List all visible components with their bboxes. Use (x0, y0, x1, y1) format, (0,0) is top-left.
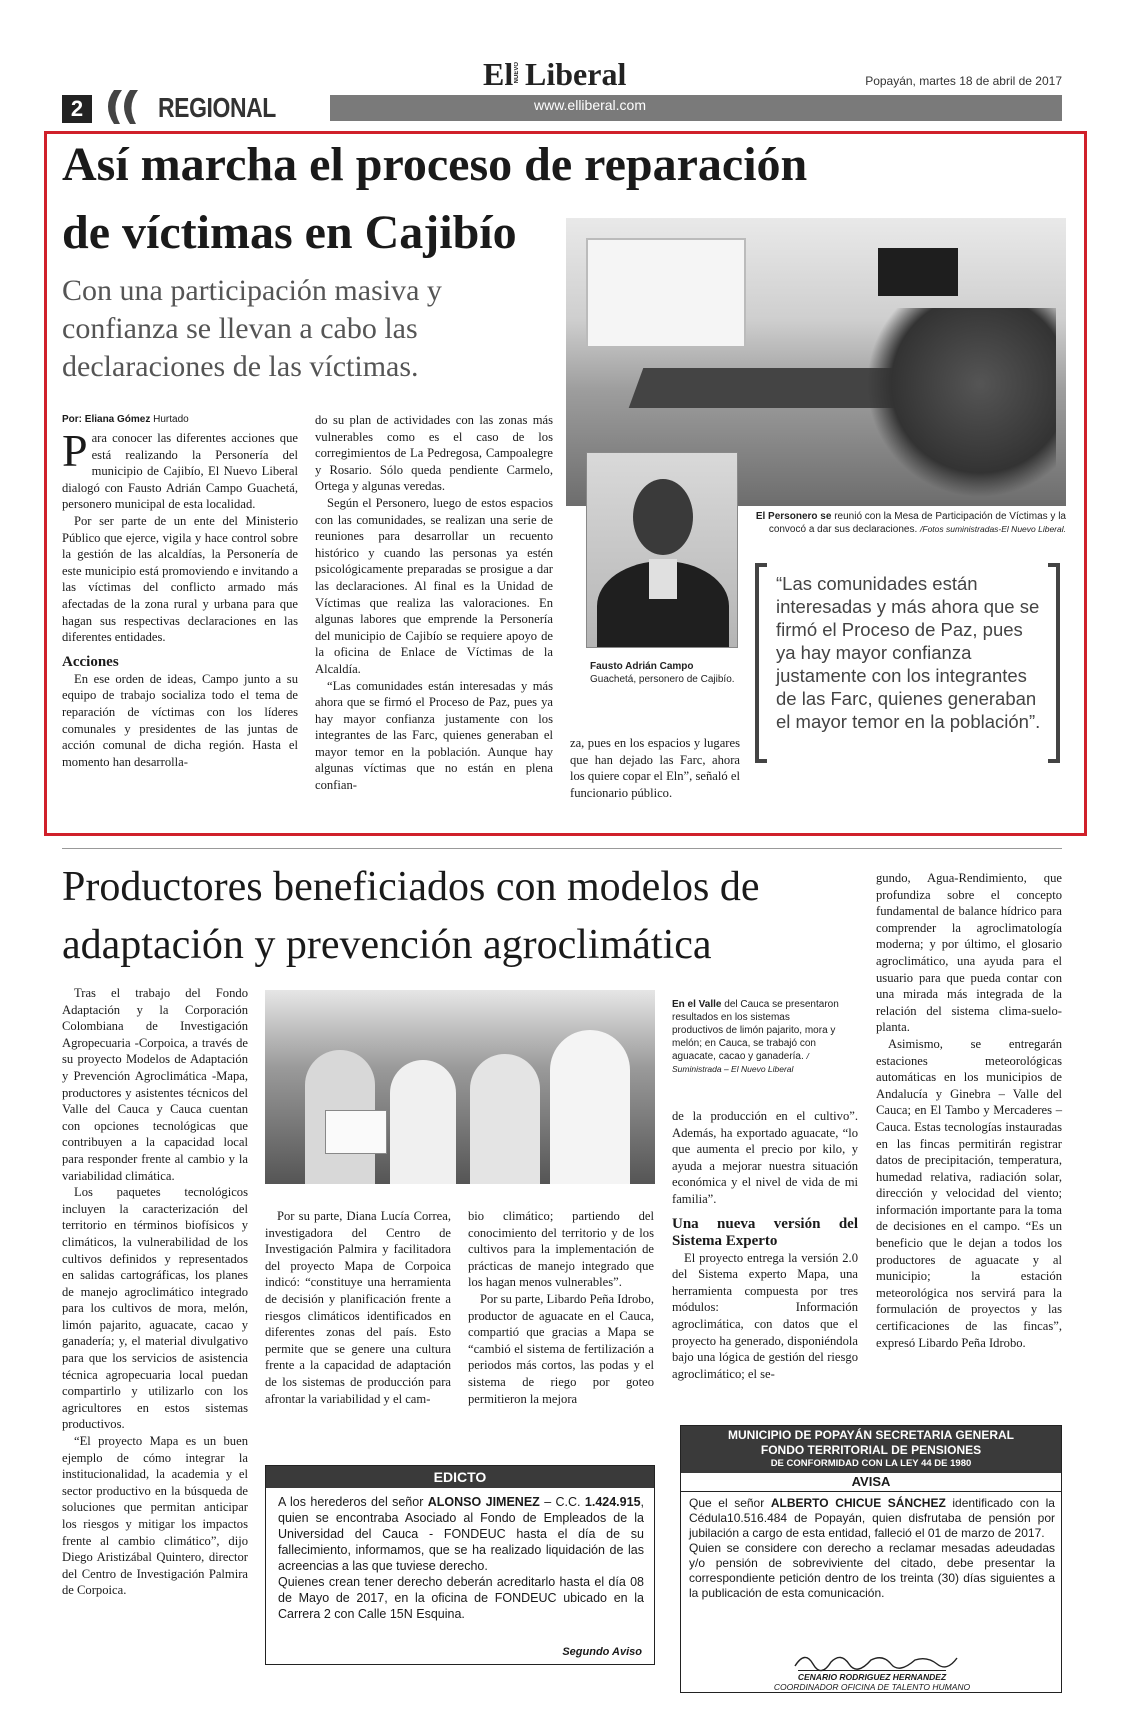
article1-col1-paragraph: En ese orden de ideas, Campo junto a su equipo de trabajo socializa todo el tema de reparación de víctimas con los líderes comunales y presidentes de las juntas de acción comunal de dicha región. Hasta el momento han desarrolla- (62, 671, 298, 769)
article1-col1-text1: ara conocer las diferentes acciones que está realizando la Personería del municipio de Cajibío, El Nuevo Liberal dialogó con Fausto Adrián Campo Guachetá, personero municipal de esta localidad. (62, 431, 298, 512)
logo-nuevo: NUEVO (514, 62, 520, 84)
article1-column-1 (62, 425, 298, 770)
pullquote-text: “Las comunidades están interesadas y más ahora que se firmó el Proceso de Paz, pues ya hay mayor confianza justamente con los integrantes de las Farc, quienes generaban el mayor temor en la población”. (776, 573, 1041, 732)
article2-col1-paragraph: Tras el trabajo del Fondo Adaptación y la Corporación Colombiana de Investigación Agropecuaria -Corpoica, a través de su proyecto Modelos de Adaptación y Prevención Agroclimática -Mapa, productores y asistentes técnicos del Valle del Cauca y Cauca cuentan con opciones tecnológicas que contribuyen a la capacidad local para responder frente al cambio y la variabilidad climática. (62, 986, 248, 1183)
avisa-header (681, 1426, 1061, 1473)
article2-col3-paragraph: Por su parte, Libardo Peña Idrobo, productor de aguacate en el Cauca, compartió que gracias a Mapa se “cambió el sistema de fertilización a periodos más cortos, las podas y el sistema de riego por goteo permitieron la mejora (468, 1291, 654, 1406)
photo-person-4 (550, 1030, 630, 1184)
producers-caption-text: del Cauca se presentaron resultados en los sistemas productivos de limón pajarito, mora y melón; en Cauca, se trabajó con aguacate, cacao y ganadería. (672, 999, 839, 1062)
article1-subhead: Acciones (62, 653, 119, 670)
article2-column-4 (672, 1108, 858, 1382)
portrait-caption (590, 660, 738, 686)
issue-date: Popayán, martes 18 de abril de 2017 (865, 74, 1062, 88)
meeting-photo-caption (748, 510, 1066, 536)
edicto-body (266, 1488, 654, 1622)
article1-col2-paragraph: Según el Personero, luego de estos espacios con las comunidades, se realizan una serie de reuniones para desarrollar un recuento histórico y cuando las personas ya estén psicológicamente preparadas se prosigue a dar las declaraciones. Al final es la Unidad de Víctimas que realiza las valoraciones. En algunas labores que emprende la Personería del municipio de Cajibío se requiere apoyo de la oficina de Enlace de Víctimas de la Alcaldía. (315, 495, 553, 676)
article2-column-5 (876, 870, 1062, 1351)
producers-caption-credit: / Suministrada – El Nuevo Liberal (672, 1051, 809, 1074)
avisa-notice (680, 1425, 1062, 1693)
logo-el: El (483, 56, 514, 92)
signature-icon (791, 1648, 961, 1672)
producers-caption-bold: En el Valle (672, 999, 722, 1010)
portrait-head (633, 479, 693, 555)
avisa-name: ALBERTO CHICUE SÁNCHEZ (770, 1496, 946, 1510)
section-divider (62, 848, 1062, 849)
edicto-header: EDICTO (266, 1466, 654, 1488)
article2-col1-paragraph: “El proyecto Mapa es un buen ejemplo de cómo integrar la institucionalidad, la academia y el sector productivo en la búsqueda de soluciones que permitan anticipar los riesgos y mitigar los impactos frente al cambio climático”, dijo Diego Aristizábal Quintero, director del Centro de Investigación Palmira de Corpoica. (62, 1434, 248, 1598)
edicto-cc: 1.424.915 (584, 1495, 641, 1509)
edicto-text: , quien se encontraba Asociado al Fondo de Empleados de la Universidad del Cauca - (278, 1495, 644, 1541)
article2-col3-paragraph: bio climático; partiendo del conocimiento del territorio y de los cultivos para la implementación de prácticas de manejo integrado que los hagan menos vulnerables”. (468, 1209, 654, 1290)
article1-col2-paragraph: “Las comunidades están interesadas y más ahora que se firmó el Proceso de Paz, pues ya hay mayor confianza justamente con los integrantes de las Farc, quienes generaban el mayor temor en la población. Aunque hay algunas víctimas que no están en plena confian- (315, 678, 553, 793)
article2-column-1 (62, 985, 248, 1599)
photo-certificate (325, 1110, 387, 1154)
producers-photo (265, 990, 655, 1184)
article1-col2-paragraph: do su plan de actividades con las zonas más vulnerables como es el caso de los corregimientos de La Pedregosa, Campoalegre y Rosario. Sólo queda pendiente Carmelo, Ortega y algunas veredas. (315, 413, 553, 494)
avisa-text: Quien se considere con derecho a reclamar mesadas adeudadas y/o pensión de sobreviviente del citado, debe presentar la correspondiente petición dentro de los treinta (30) días siguientes a la publicación de esta comunicación. (689, 1541, 1055, 1600)
page-number: 2 (70, 96, 84, 121)
byline-name: Eliana Gómez (84, 414, 151, 425)
avisa-header-line: MUNICIPIO DE POPAYÁN SECRETARIA GENERAL (727, 1428, 1015, 1442)
avisa-header-line: DE CONFORMIDAD CON LA LEY 44 DE 1980 (770, 1458, 972, 1469)
signer-name: CENARIO RODRIGUEZ HERNANDEZ (797, 1672, 947, 1682)
article2-col4-paragraph: de la producción en el cultivo”. Además, ha exportado aguacate, “lo que aumenta el precio por kilo, y ayuda a mejorar nuestra situación económica y el nivel de vida de mi familia”. (672, 1109, 858, 1206)
article2-column-2 (265, 1208, 451, 1407)
avisa-body (681, 1492, 1061, 1601)
article2-title-line1: Productores beneficiados con modelos de (62, 864, 760, 910)
portrait-photo (586, 452, 738, 648)
edicto-name: ALONSO JIMENEZ (427, 1495, 540, 1509)
article2-col2-paragraph: Por su parte, Diana Lucía Correa, investigadora del Centro de Investigación Palmira y facilitadora del proyecto Mapa de Corpoica indicó: “constituye una herramienta de decisión y planificación frente a riesgos climáticos identificados en diferentes zonas del país. Esto permite que se genere una cultura frente a la capacidad de adaptación de los sistemas de producción para afrontar la variabilidad y el cam- (265, 1209, 451, 1406)
article2-col5-paragraph: Asimismo, se entregarán estaciones meteorológicas automáticas en los municipios de Andalucía y Ginebra – Valle del Cauca; en El Tambo y Mercaderes – Cauca. Estas tecnologías instauradas en las fincas permitirán registrar datos de precipitación, temperatura, humedad relativa, radiación solar, dirección y velocidad del viento; información importante para la toma de decisiones en el campo. “Es un beneficio que le dejan a todos los productores de aguacate y al municipio; la estación meteorológica nos servirá para la formulación de proyectos y las certificaciones de las fincas”, expresó Libardo Peña Idrobo. (876, 1036, 1062, 1350)
edicto-notice (265, 1465, 655, 1665)
avisa-signer (681, 1670, 1063, 1692)
avisa-header-line: FONDO TERRITORIAL DE PENSIONES (760, 1443, 982, 1457)
signer-title: COORDINADOR OFICINA DE TALENTO HUMANO (773, 1682, 971, 1692)
article1-byline (62, 414, 189, 425)
article1-subtitle: Con una participación masiva y confianza se llevan a cabo las declaraciones de las víctimas. (62, 274, 442, 383)
section-swoosh-icon (100, 88, 152, 126)
photo-person-3 (470, 1054, 540, 1184)
byline-label: Por: (62, 414, 82, 425)
byline-surname: Hurtado (153, 414, 189, 425)
edicto-text: – C.C. (544, 1495, 581, 1509)
masthead (0, 0, 1125, 125)
article1-title-line1: Así marcha el proceso de reparación (62, 138, 808, 191)
edicto-text: A los herederos del señor (278, 1495, 424, 1509)
pullquote-bracket-right (1048, 563, 1060, 763)
portrait-caption-text: Guachetá, personero de Cajibío. (590, 674, 735, 685)
article1-col1-paragraph: Por ser parte de un ente del Ministerio Público que ejerce, vigila y hace control sobre la gestión de las alcaldías, la Personería de este municipio está promoviendo e invitando a las víctimas del conflicto armado más afectadas de la zona rural y urbana para que hagan sus respectivas declaraciones en las diferentes entidades. (62, 513, 298, 645)
edicto-text: hasta el día de su fallecimiento, informamos, que se ha realizado liquidación de las acreencias a las que tuviese derecho. (278, 1527, 644, 1573)
portrait-collar (649, 559, 677, 599)
article2-col1-paragraph: Los paquetes tecnológicos incluyen la caracterización del territorio en términos biofísicos y climáticos, la vulnerabilidad de los cultivos definidos y representados en salidas cartográficas, los planes de manejo agroclimático integrado para los cultivos de mora, melón, limón pajarito, aguacate, cacao y ganadería; y, el material divulgativo para que los servicios de asistencia técnica agropecuaria local puedan compartirlo y utilizarlo con los agricultores en estos sistemas productivos. (62, 1185, 248, 1432)
producers-photo-caption (672, 998, 842, 1076)
photo-people (866, 308, 1056, 498)
article1-col1-paragraph (62, 425, 298, 513)
masthead-bar (330, 95, 1062, 121)
edicto-fund: FONDEUC (443, 1527, 506, 1541)
photo-tv (878, 248, 958, 296)
avisa-text: identificado con la Cédula10.516.484 de Popayán, quien disfrutaba de pensión por jubilación a cargo de esta entidad, falleció el 01 de marzo de 2017. (689, 1496, 1055, 1540)
photo-window (586, 238, 746, 348)
article1-col3-paragraph: za, pues en los espacios y lugares que han dejado las Farc, ahora los quiere copar el Eln”, señaló el funcionario público. (570, 736, 740, 800)
portrait-caption-bold: Fausto Adrián Campo (590, 661, 694, 672)
website-link[interactable]: www.elliberal.com (533, 97, 647, 113)
article2-col4-paragraph: El proyecto entrega la versión 2.0 del Sistema experto Mapa, una herramienta compuesta por tres módulos: Información agroclimática, con datos que el proyecto ha generado, disponiéndola bajo una lógica de gestión del riesgo agroclimático; el se- (672, 1250, 858, 1381)
pullquote-bracket-left (755, 563, 767, 763)
article2-subhead: Una nueva versión del Sistema Experto (672, 1215, 858, 1249)
meeting-caption-bold: El Personero se (755, 511, 832, 522)
article1-column-2 (315, 412, 553, 794)
avisa-subheader: AVISA (681, 1473, 1061, 1492)
edicto-text: Quienes crean tener derecho deberán acreditarlo hasta el día 08 de Mayo de 2017, en la oficina de FONDEUC ubicado en la Carrera 2 con Calle 15N Esquina. (278, 1575, 644, 1621)
meeting-caption-credit: /Fotos suministradas-El Nuevo Liberal. (920, 524, 1066, 534)
article1-column-3 (570, 735, 740, 801)
article2-title-line2: adaptación y prevención agroclimática (62, 922, 712, 968)
edicto-footer: Segundo Aviso (562, 1646, 642, 1658)
logo-liberal: Liberal (525, 56, 627, 92)
avisa-text: Que el señor (689, 1496, 765, 1510)
photo-person-2 (390, 1060, 456, 1184)
article2-col5-paragraph: gundo, Agua-Rendimiento, que profundiza sobre el concepto fundamental de balance hídrico para comprender la agroclimatología moderna; y por último, el glosario agroclimático, una ayuda para el usuario para que pueda contar con una mirada más integrada de la relación del sistema clima-suelo-planta. (876, 871, 1062, 1035)
article1-title-line2: de víctimas en Cajibío (62, 206, 517, 259)
section-label: REGIONAL (158, 92, 276, 123)
meeting-caption-text: reunió con la Mesa de Participación de Víctimas y la convocó a dar sus declaraciones. (768, 511, 1066, 535)
article2-column-3 (468, 1208, 654, 1407)
dropcap: P (62, 425, 88, 476)
